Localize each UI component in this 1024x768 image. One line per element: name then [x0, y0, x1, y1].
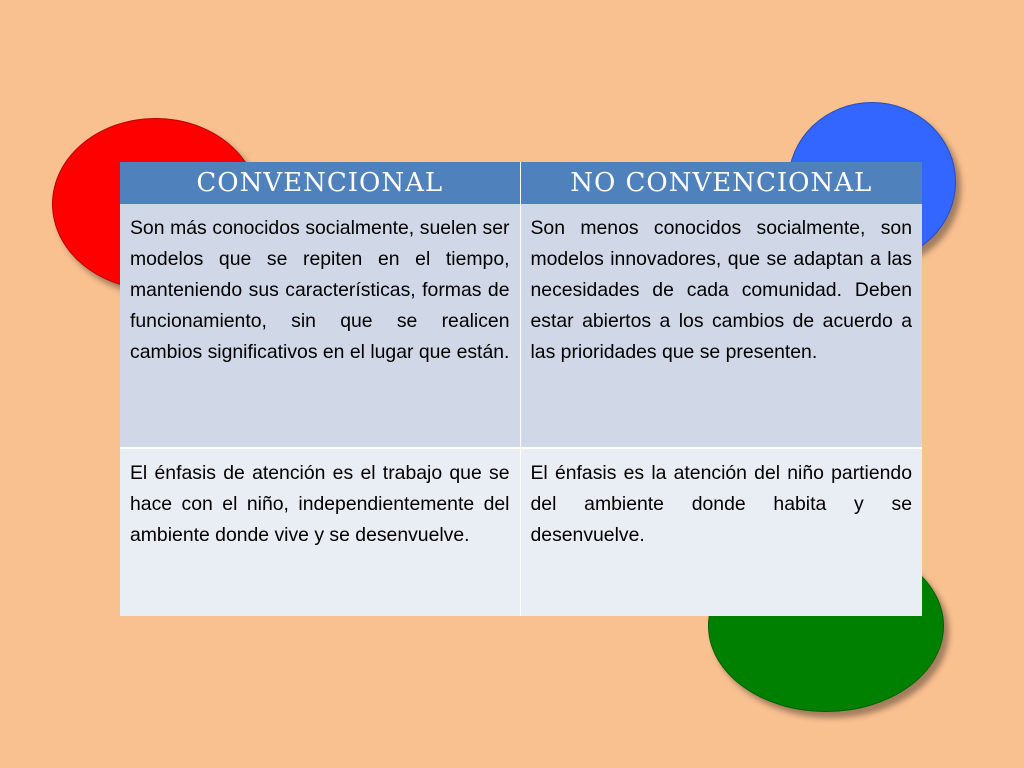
- comparison-table: [120, 162, 922, 616]
- header-no-convencional: NO CONVENCIONAL: [520, 162, 922, 204]
- table-header-row: [120, 162, 922, 204]
- table-row: [120, 448, 922, 616]
- header-convencional: CONVENCIONAL: [120, 162, 520, 204]
- cell-no-convencional-description: Son menos conocidos socialmente, son modelos innovadores, que se adaptan a las necesidades de cada comunidad. Deben estar abiertos a los cambios de acuerdo a las prioridades que se presenten.: [520, 204, 922, 448]
- cell-convencional-description: Son más conocidos socialmente, suelen ser modelos que se repiten en el tiempo, manteniendo sus características, formas de funcionamiento, sin que se realicen cambios significativos en el lugar que están.: [120, 204, 520, 448]
- cell-convencional-enfasis: El énfasis de atención es el trabajo que se hace con el niño, independientemente del ambiente donde vive y se desenvuelve.: [120, 448, 520, 616]
- table-row: [120, 204, 922, 448]
- cell-no-convencional-enfasis: El énfasis es la atención del niño partiendo del ambiente donde habita y se desenvuelve.: [520, 448, 922, 616]
